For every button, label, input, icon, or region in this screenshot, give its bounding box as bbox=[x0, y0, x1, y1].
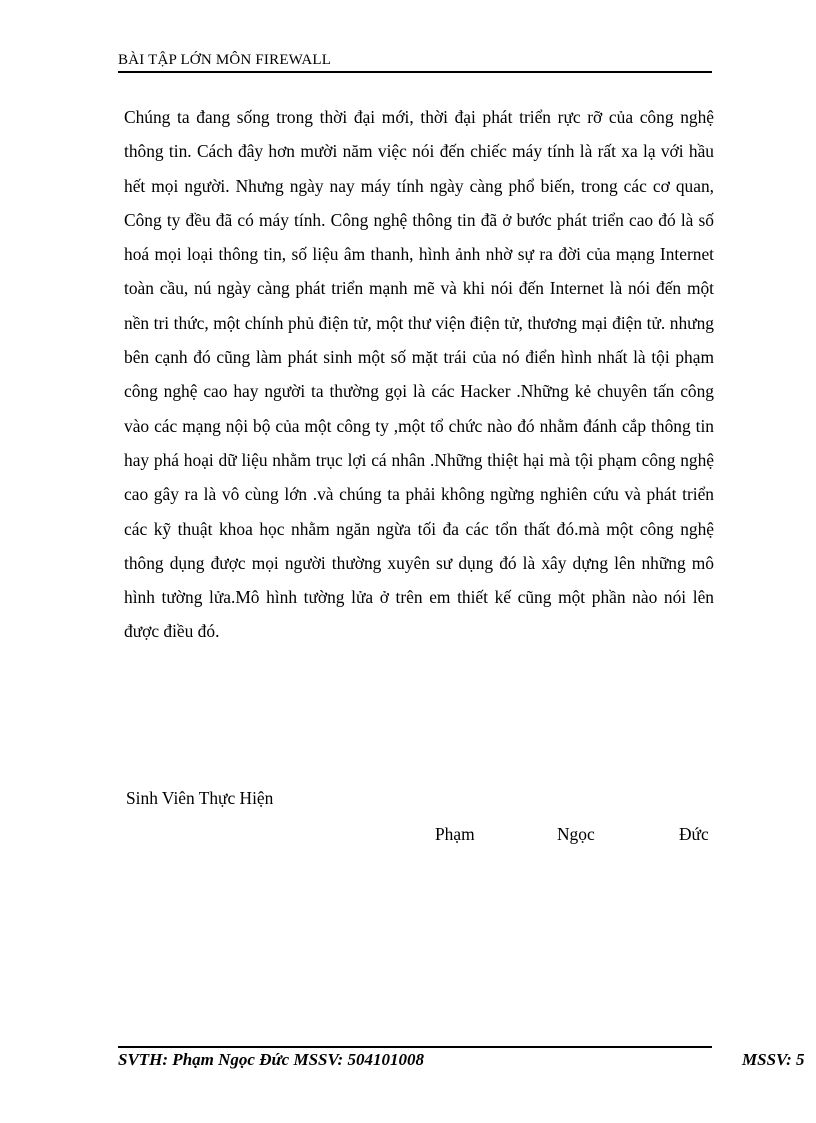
signer-middle-name: Ngọc bbox=[557, 824, 595, 844]
signer-surname: Phạm bbox=[435, 824, 475, 844]
signer-given-name: Đức bbox=[679, 824, 709, 844]
header-divider bbox=[118, 71, 712, 73]
signature-label: Sinh Viên Thực Hiện bbox=[126, 788, 274, 808]
footer-divider bbox=[118, 1046, 712, 1048]
footer-student-info: SVTH: Phạm Ngọc Đức MSSV: 504101008 bbox=[118, 1050, 424, 1069]
body-paragraph: Chúng ta đang sống trong thời đại mới, thời đại phát triển rực rỡ của công nghệ thông tin. Cách đây hơn mười năm việc nói đến chiếc máy tính là rất xa lạ với hầu hết mọi người. Nhưng ngày nay máy tính ngày càng phổ biến, trong các cơ quan, Công ty đều đã có máy tính. Công nghệ thông tin đã ở bước phát triển cao đó là số hoá mọi loại thông tin, số liệu âm thanh, hình ảnh nhờ sự ra đời của mạng Internet toàn cầu, nú ngày càng phát triển mạnh mẽ và khi nói đến Internet là nói đến một nền tri thức, một chính phủ điện tử, một thư viện điện tử, thương mại điện tử. nhưng bên cạnh đó cũng làm phát sinh một số mặt trái của nó điển hình nhất là tội phạm công nghệ cao hay người ta thường gọi là các Hacker .Những kẻ chuyên tấn công vào các mạng nội bộ của một công ty ,một tổ chức nào đó nhằm đánh cắp thông tin hay phá hoại dữ liệu nhằm trục lợi cá nhân .Những thiệt hại mà tội phạm công nghệ cao gây ra là vô cùng lớn .và chúng ta phải không ngừng nghiên cứu và phát triển các kỹ thuật khoa học nhằm ngăn ngừa tối đa các tổn thất đó.mà một công nghệ thông dụng được mọi người thường xuyên sư dụng đó là xây dựng lên những mô hình tường lửa.Mô hình tường lửa ở trên em thiết kế cũng một phần nào nói lên được điều đó. bbox=[124, 107, 714, 642]
page-header-title: BÀI TẬP LỚN MÔN FIREWALL bbox=[118, 52, 332, 68]
footer-student-id: MSSV: 5 bbox=[742, 1050, 805, 1069]
